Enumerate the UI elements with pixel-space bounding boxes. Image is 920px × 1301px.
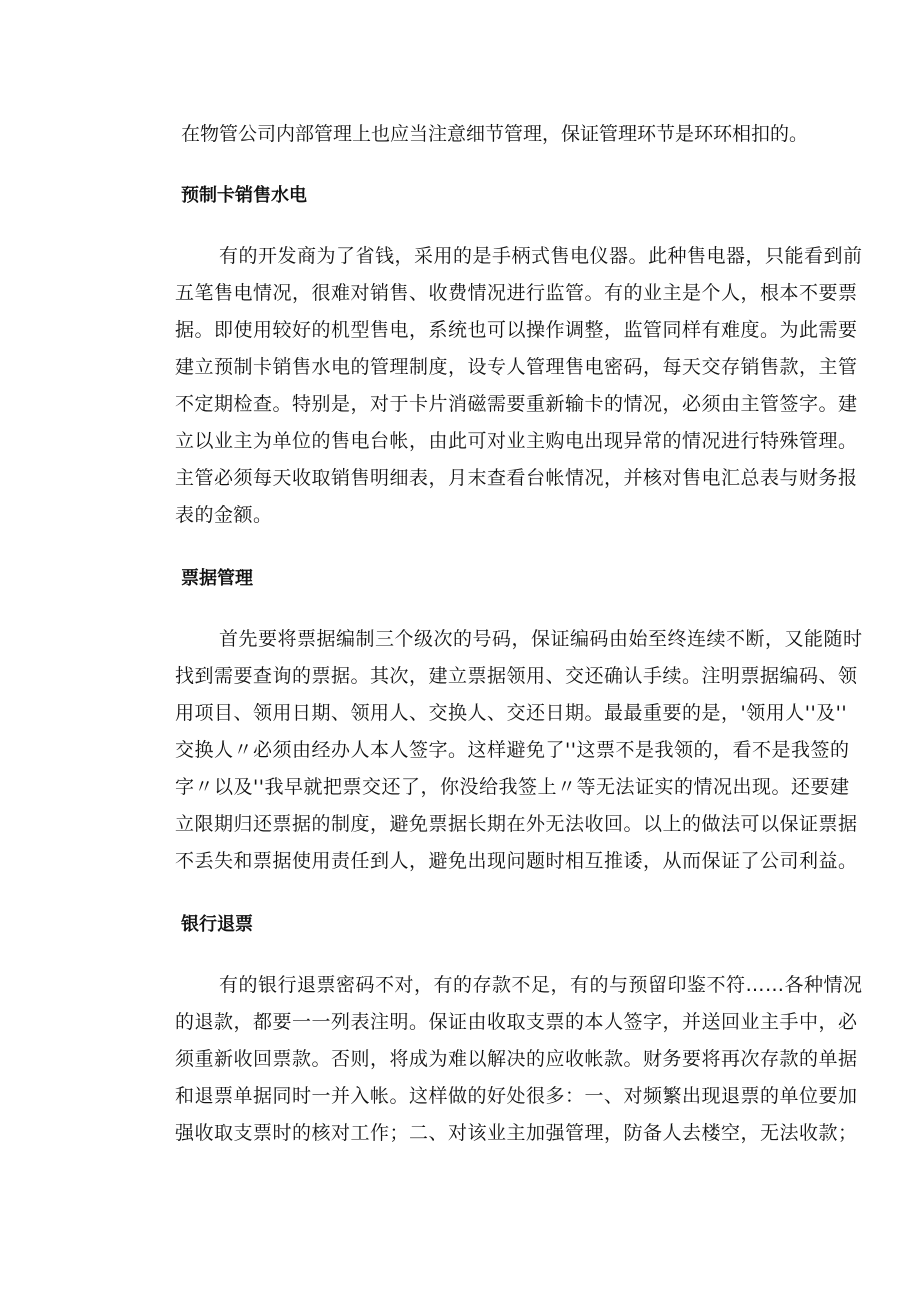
text-line: 和退票单据同时一并入帐。这样做的好处很多：一、对频繁出现退票的单位要加 (175, 1085, 858, 1107)
text-line: 用项目、领用日期、领用人、交换人、交还日期。最最重要的是，'领用人''及'' (175, 702, 848, 724)
text-line: 不丢失和票据使用责任到人，避免出现问题时相互推诿，从而保证了公司利益。 (175, 850, 858, 872)
text-line: 立以业主为单位的售电台帐，由此可对业主购电出现异常的情况进行特殊管理。 (175, 430, 858, 452)
text-line: 不定期检查。特别是，对于卡片消磁需要重新输卡的情况，必须由主管签字。建 (175, 393, 858, 415)
section-body-bank-returns (137, 967, 863, 1152)
section-heading-bank-returns: 银行退票 (181, 914, 253, 935)
text-line: 据。即使用较好的机型售电，系统也可以操作调整，监管同样有难度。为此需要 (175, 319, 858, 341)
text-line: 五笔售电情况，很难对销售、收费情况进行监管。有的业主是个人，根本不要票 (175, 282, 858, 304)
text-line: 主管必须每天收取销售明细表，月末查看台帐情况，并核对售电汇总表与财务报 (175, 467, 858, 489)
text-line: 找到需要查询的票据。其次，建立票据领用、交还确认手续。注明票据编码、领 (175, 665, 858, 687)
section-heading-prepaid-card: 预制卡销售水电 (181, 185, 307, 206)
intro-paragraph: 在物管公司内部管理上也应当注意细节管理，保证管理环节是环环相扣的。 (181, 123, 809, 145)
text-line: 交换人〃必须由经办人本人签字。这样避免了''这票不是我领的，看不是我签的 (175, 739, 850, 761)
text-line: 强收取支票时的核对工作；二、对该业主加强管理，防备人去楼空，无法收款； (175, 1122, 858, 1144)
text-line: 有的银行退票密码不对，有的存款不足，有的与预留印鉴不符……各种情况 (219, 974, 863, 996)
text-line: 建立预制卡销售水电的管理制度，设专人管理售电密码，每天交存销售款，主管 (175, 356, 858, 378)
section-heading-receipts: 票据管理 (181, 568, 253, 589)
section-body-prepaid-card (137, 238, 863, 534)
text-line: 字〃以及''我早就把票交还了，你没给我签上〃等无法证实的情况出现。还要建 (175, 776, 850, 798)
text-line: 表的金额。 (175, 504, 273, 526)
text-line: 首先要将票据编制三个级次的号码，保证编码由始至终连续不断，又能随时 (219, 628, 863, 650)
text-line: 有的开发商为了省钱，采用的是手柄式售电仪器。此种售电器，只能看到前 (219, 245, 863, 267)
text-line: 的退款，都要一一列表注明。保证由收取支票的本人签字，并送回业主手中，必 (175, 1011, 858, 1033)
text-line: 须重新收回票款。否则，将成为难以解决的应收帐款。财务要将再次存款的单据 (175, 1048, 858, 1070)
text-line: 立限期归还票据的制度，避免票据长期在外无法收回。以上的做法可以保证票据 (175, 813, 858, 835)
section-body-receipts (137, 621, 863, 880)
